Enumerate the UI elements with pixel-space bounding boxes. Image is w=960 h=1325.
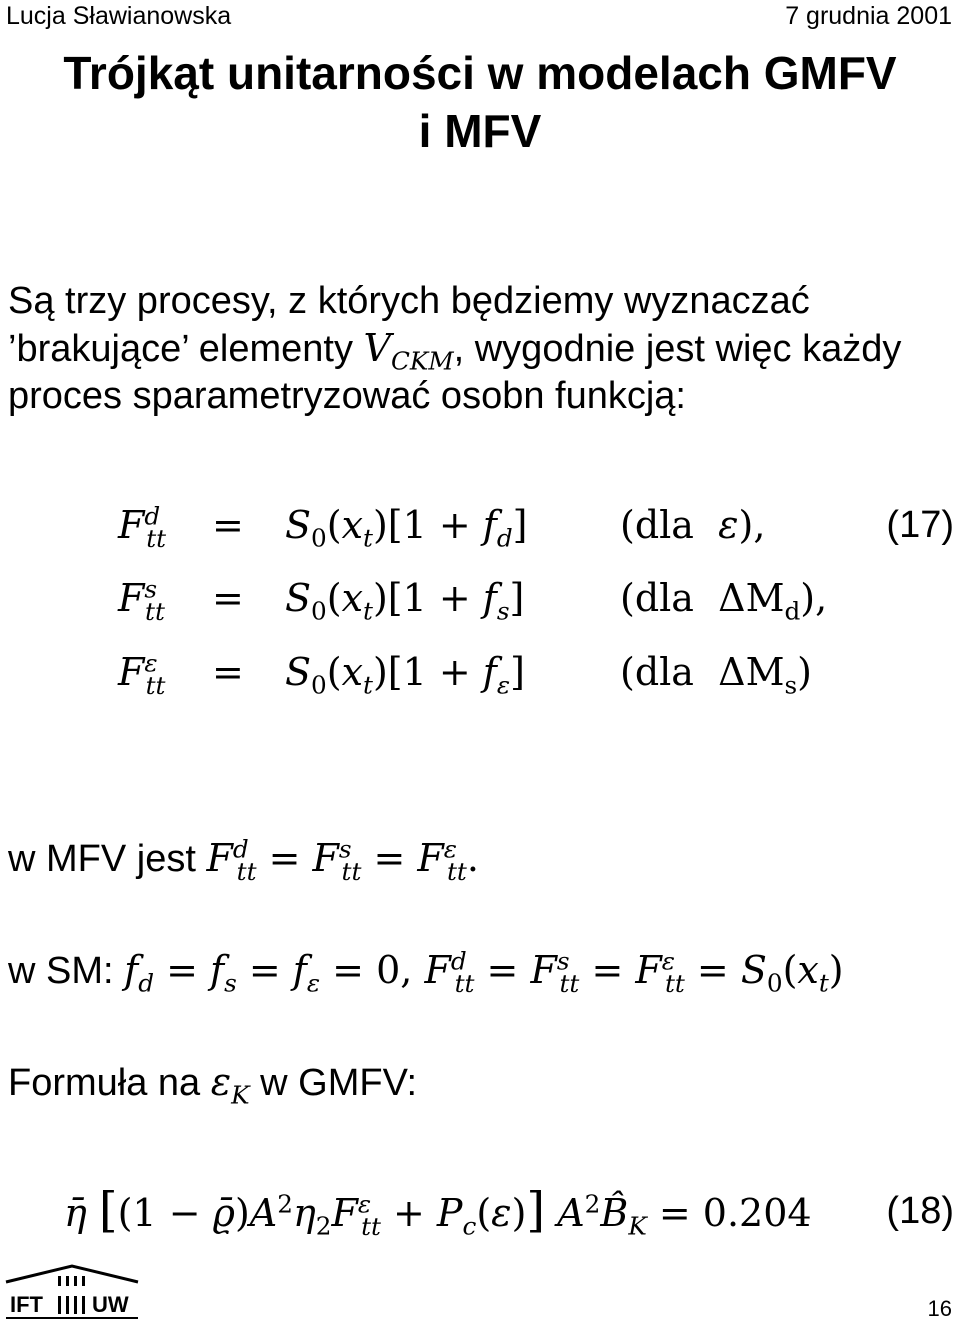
sm-statement: w SM: $f_d = f_s = f_\varepsilon = 0$, $F^d_{tt} = F^s_{tt} = F^\varepsilon_{tt} = S_0(x_t)$ xyxy=(8,946,844,998)
vckm-symbol: $V_{CKM}$ xyxy=(363,326,454,376)
title-line-2: i MFV xyxy=(418,105,542,157)
ift-uw-logo xyxy=(4,1262,140,1320)
equation-number-18: (18) xyxy=(886,1190,954,1232)
page-number: 16 xyxy=(927,1296,952,1321)
logo-left-text: IFT xyxy=(10,1292,43,1317)
formula-statement: Formuła na $\varepsilon_K$ w GMFV: xyxy=(8,1060,418,1110)
eq18-value: 0.204 xyxy=(702,1191,812,1235)
formula-prefix: Formuła na xyxy=(8,1062,211,1104)
logo-right-text: UW xyxy=(92,1292,129,1317)
equation-18: η̄ $[(1 - ϱ̄)A^2\eta_2F^\varepsilon_{tt} + P_c(\varepsilon)]$ $A^2B̂_K = 0.204$ xyxy=(64,1182,812,1241)
mfv-statement: w MFV jest $F^d_{tt} = F^s_{tt} = F^\varepsilon_{tt}$. xyxy=(8,834,479,886)
header-author: Lucja Sławianowska xyxy=(6,2,232,30)
intro-paragraph xyxy=(8,278,958,420)
mfv-prefix: w MFV jest xyxy=(8,838,207,880)
equation-number-17: (17) xyxy=(886,504,954,546)
formula-suffix: w GMFV: xyxy=(249,1062,418,1104)
intro-text-1: Są trzy procesy, z których będziemy wyznaczać ’brakujące’ elementy xyxy=(8,280,810,370)
title-line-1: Trójkąt unitarności w modelach GMFV xyxy=(63,47,897,99)
header-date: 7 grudnia 2001 xyxy=(785,2,952,30)
slide-title xyxy=(0,44,960,160)
intro-text-2: , wygodnie jest więc każdy proces sparametryzować osobn funkcją: xyxy=(8,328,902,417)
sm-prefix: w SM: xyxy=(8,950,125,992)
